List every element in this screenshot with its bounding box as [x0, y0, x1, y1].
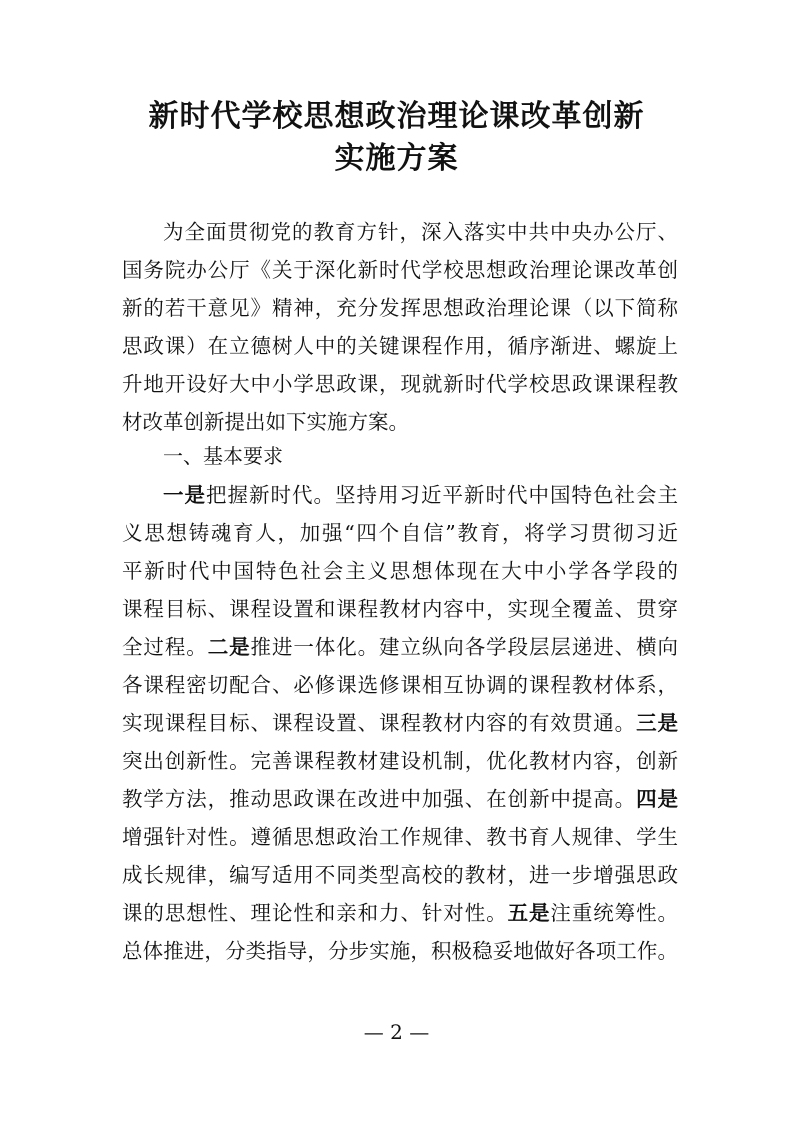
point-marker-4: 四是 [636, 787, 679, 811]
requirements-text-1: 把握新时代。坚持用习近平新时代中国特色社会主 [206, 483, 678, 507]
document-title-line-2: 实施方案 [334, 141, 459, 176]
section-heading-basic-requirements [122, 437, 678, 475]
intro-line-6: 材改革创新提出如下实施方案。 [122, 410, 409, 434]
requirements-line-7 [122, 704, 678, 742]
requirements-line-8: 突出创新性。完善课程教材建设机制，优化教材内容，创新 [122, 749, 678, 773]
requirements-line-12 [122, 894, 678, 932]
document-title-line-1: 新时代学校思想政治理论课改革创新 [148, 99, 645, 134]
requirements-text-5a: 全过程。 [122, 635, 208, 659]
requirements-line-2: 义思想铸魂育人，加强“四个自信”教育，将学习贯彻习近 [122, 521, 678, 545]
page-number: — 2 — [363, 1020, 430, 1044]
requirements-text-9a: 教学方法，推动思政课在改进中加强、在创新中提高。 [122, 787, 637, 811]
requirements-text-12a: 课的思想性、理论性和亲和力、针对性。 [122, 901, 508, 925]
intro-line-5: 升地开设好大中小学思政课，现就新时代学校思政课课程教 [122, 372, 678, 396]
requirements-line-11: 成长规律，编写适用不同类型高校的教材，进一步增强思政 [122, 863, 678, 887]
intro-line-3: 新的若干意见》精神，充分发挥思想政治理论课（以下简称 [122, 296, 678, 320]
requirements-line-4: 课程目标、课程设置和课程教材内容中，实现全覆盖、贯穿 [122, 597, 678, 621]
point-marker-1: 一是 [163, 483, 206, 507]
requirements-text-5b: 推进一体化。建立纵向各学段层层递进、横向 [250, 635, 679, 659]
section-heading-text: 一、基本要求 [163, 444, 283, 468]
point-marker-5: 五是 [507, 901, 551, 925]
point-marker-3: 三是 [636, 711, 679, 735]
point-marker-2: 二是 [207, 635, 251, 659]
intro-line-1: 为全面贯彻党的教育方针，深入落实中共中央办公厅、 [163, 220, 678, 244]
requirements-line-3: 平新时代中国特色社会主义思想体现在大中小学各学段的 [122, 559, 678, 583]
intro-line-4: 思政课）在立德树人中的关键课程作用，循序渐进、螺旋上 [122, 334, 678, 358]
requirements-line-5 [122, 628, 678, 666]
requirements-line-9 [122, 780, 678, 818]
requirements-text-7a: 实现课程目标、课程设置、课程教材内容的有效贯通。 [122, 711, 637, 735]
requirements-paragraph [122, 476, 678, 970]
requirements-line-1 [122, 476, 678, 514]
requirements-line-6: 各课程密切配合、必修课选修课相互协调的课程教材体系， [122, 673, 678, 697]
intro-line-2: 国务院办公厅《关于深化新时代学校思想政治理论课改革创 [122, 258, 678, 282]
intro-paragraph [122, 213, 678, 441]
requirements-text-12b: 注重统筹性。 [550, 901, 679, 925]
requirements-line-13: 总体推进，分类指导，分步实施，积极稳妥地做好各项工作。 [122, 939, 678, 963]
requirements-line-10: 增强针对性。遵循思想政治工作规律、教书育人规律、学生 [122, 825, 678, 849]
